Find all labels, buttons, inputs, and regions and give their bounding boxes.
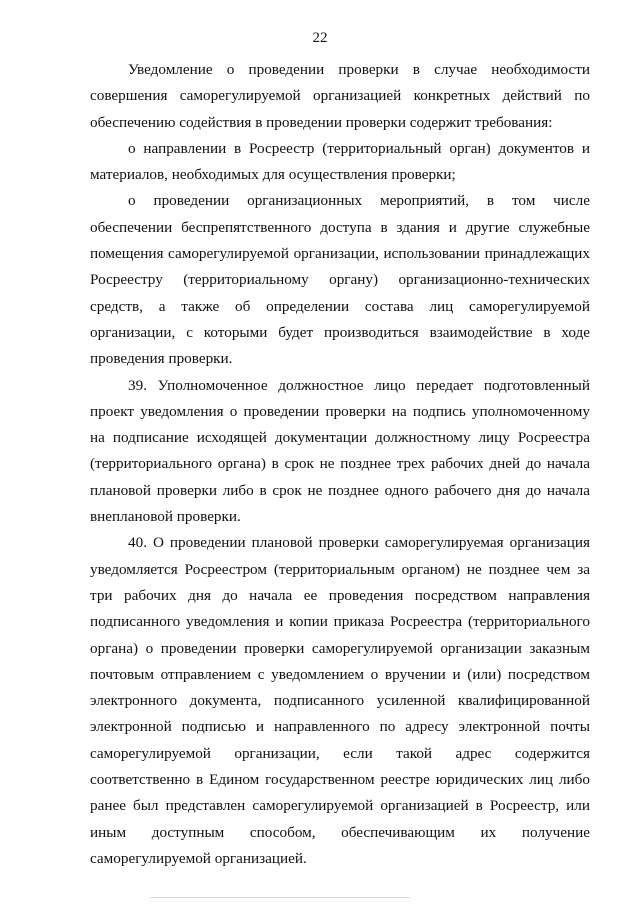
paragraph-item-39: 39. Уполномоченное должностное лицо передает подготовленный проект уведомления о проведении проверки на подпись уполномоченному на подписание исходящей документации должностному лицу Росреестра (территориального органа) в срок не позднее трех рабочих дней до начала плановой проверки либо в срок не позднее одного рабочего дня до начала внеплановой проверки. xyxy=(90,376,590,526)
paragraph-item-40: 40. О проведении плановой проверки саморегулируемая организация уведомляется Росреестром (территориальным органом) не позднее чем за три рабочих дня до начала ее проведения посредством направления подписанного уведомления и копии приказа Росреестра (территориального органа) о проведении проверки саморегулируемой организации заказным почтовым отправлением с уведомлением о вручении и (или) посредством электронного документа, подписанного усиленной квалифицированной электронной подписью и направленного по адресу электронной почты саморегулируемой организации, если такой адрес содержится соответственно в Едином государственном реестре юридических лиц либо ранее был представлен саморегулируемой организацией в Росреестр, или иным доступным способом, обеспечивающим их получение саморегулируемой организацией. xyxy=(90,534,590,867)
document-body xyxy=(90,57,590,872)
paragraph-requirement-organizational: о проведении организационных мероприятий, в том числе обеспечении беспрепятственного доступа в здания и другие служебные помещения саморегулируемой организации, использовании принадлежащих Росреестру (территориальному органу) организационно-технических средств, а также об определении состава лиц саморегулируемой организации, с которыми будет производиться взаимодействие в ходе проведения проверки. xyxy=(90,192,590,368)
page-bottom-edge xyxy=(150,897,410,898)
paragraph-intro: Уведомление о проведении проверки в случае необходимости совершения саморегулируемой организацией конкретных действий по обеспечению содействия в проведении проверки содержит требования: xyxy=(90,61,590,131)
paragraph-requirement-documents: о направлении в Росреестр (территориальный орган) документов и материалов, необходимых для осуществления проверки; xyxy=(90,139,590,184)
page-number: 22 xyxy=(312,30,328,46)
